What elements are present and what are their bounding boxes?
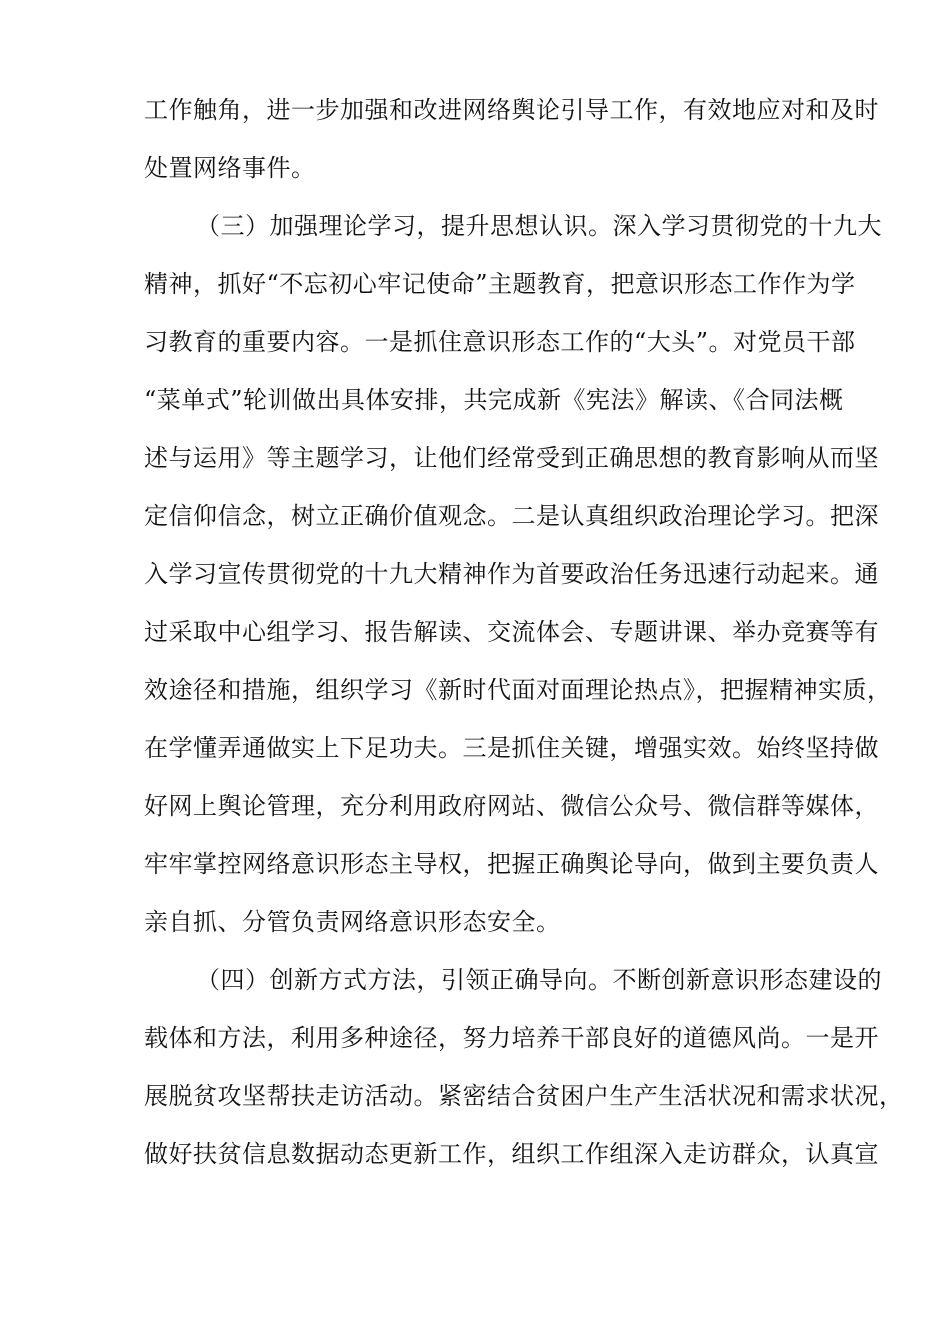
text-line: 好网上舆论管理，充分利用政府网站、微信公众号、微信群等媒体， [144,792,879,820]
text-line: 牢牢掌控网络意识形态主导权，把握正确舆论导向，做到主要负责人 [144,850,879,878]
text-line: 过采取中心组学习、报告解读、交流体会、专题讲课、举办竞赛等有 [144,618,879,646]
text-line: 展脱贫攻坚帮扶走访活动。紧密结合贫困户生产生活状况和需求状况， [144,1082,904,1110]
text-line: 习教育的重要内容。一是抓住意识形态工作的“大头”。对党员干部 [144,328,856,356]
text-line: 亲自抓、分管负责网络意识形态安全。 [144,908,561,936]
text-line: 定信仰信念，树立正确价值观念。二是认真组织政治理论学习。把深 [144,502,879,530]
text-line: 效途径和措施，组织学习《新时代面对面理论热点》，把握精神实质， [144,676,892,704]
text-line: 载体和方法，利用多种途径，努力培养干部良好的道德风尚。一是开 [144,1024,879,1052]
text-line: 述与运用》等主题学习，让他们经常受到正确思想的教育影响从而坚 [144,444,879,472]
text-line: （三）加强理论学习，提升思想认识。深入学习贯彻党的十九大 [196,212,882,240]
text-line: （四）创新方式方法，引领正确导向。不断创新意识形态建设的 [196,966,882,994]
text-line: 入学习宣传贯彻党的十九大精神作为首要政治任务迅速行动起来。通 [144,560,879,588]
text-line: 工作触角，进一步加强和改进网络舆论引导工作，有效地应对和及时 [144,96,879,124]
text-line: 精神，抓好“不忘初心牢记使命”主题教育，把意识形态工作作为学 [144,270,856,298]
text-line: “菜单式”轮训做出具体安排，共完成新《宪法》解读、《合同法概 [144,386,844,414]
text-line: 做好扶贫信息数据动态更新工作，组织工作组深入走访群众，认真宣 [144,1140,879,1168]
text-line: 在学懂弄通做实上下足功夫。三是抓住关键，增强实效。始终坚持做 [144,734,879,762]
text-line: 处置网络事件。 [144,154,316,182]
